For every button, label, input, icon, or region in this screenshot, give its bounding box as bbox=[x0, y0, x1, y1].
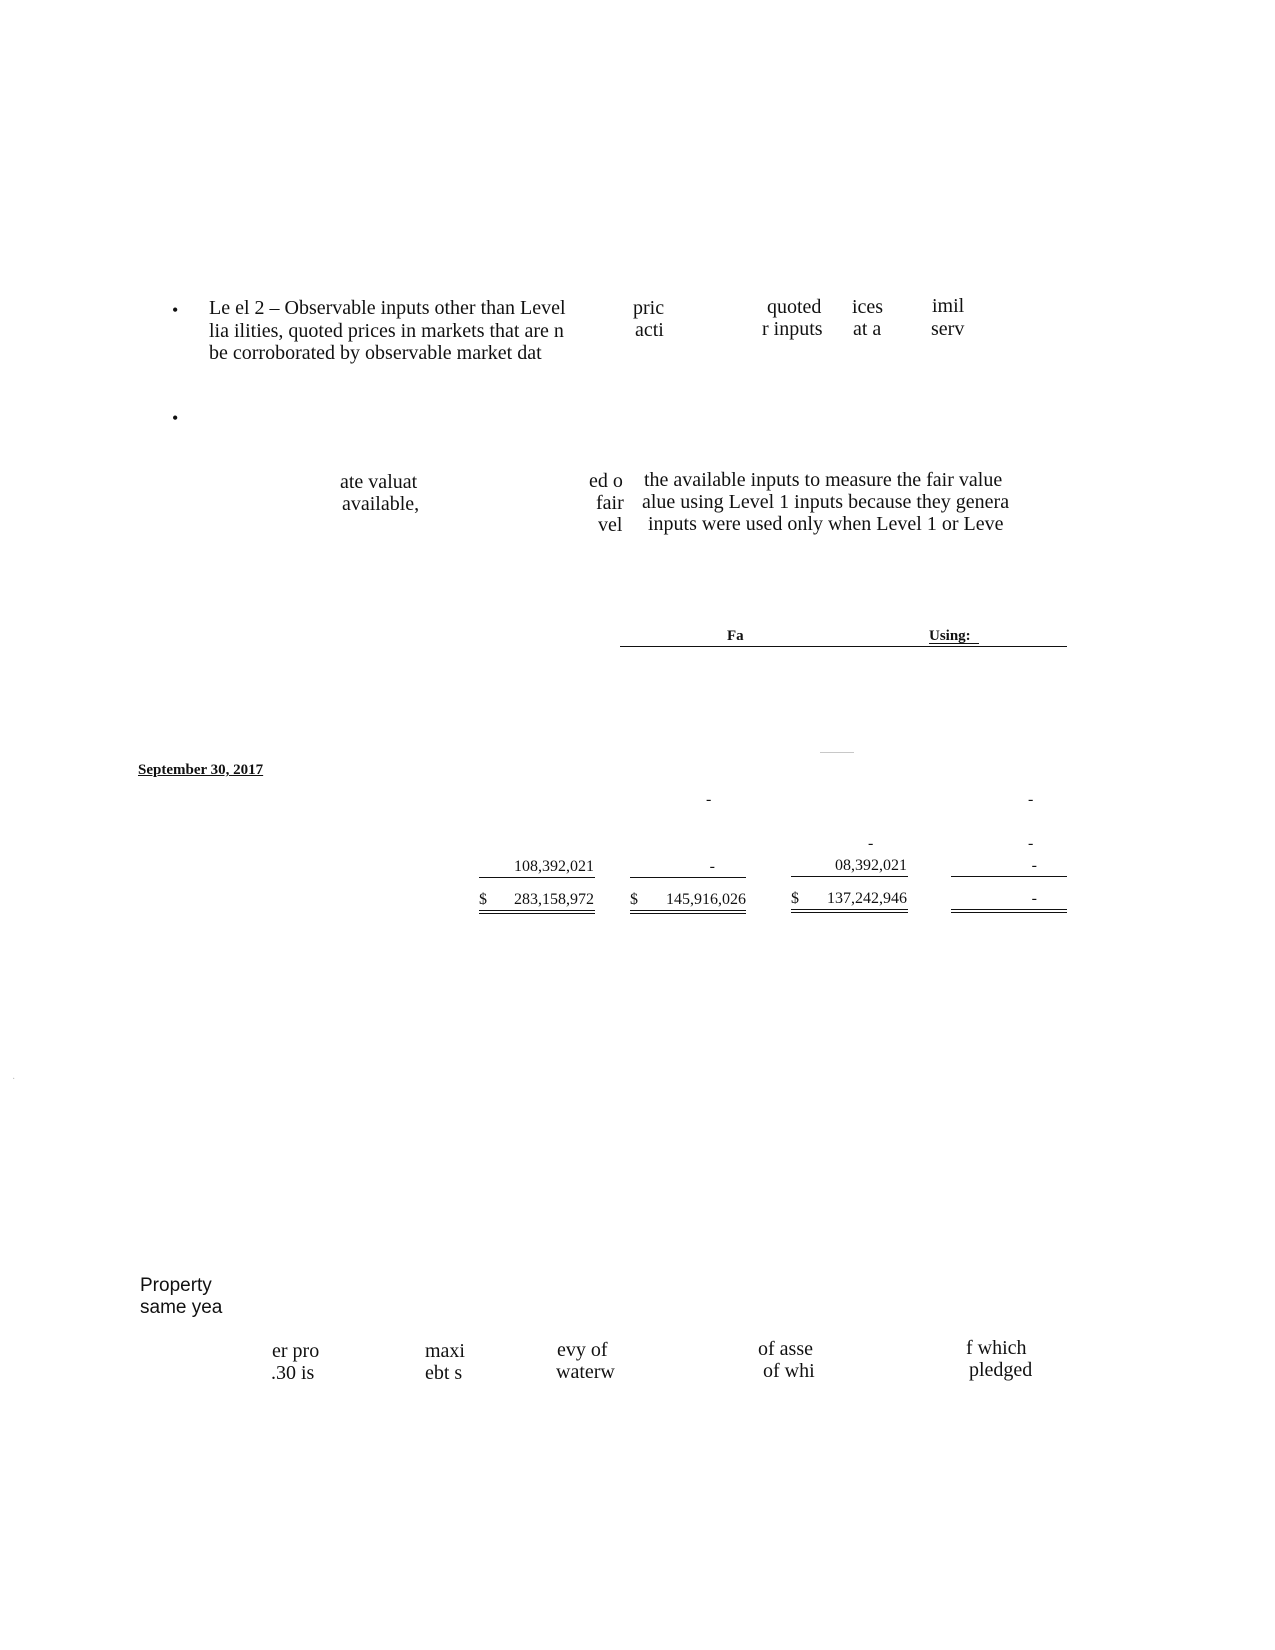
bullet-1-line-2-text: lia ilities, quoted prices in markets that are n bbox=[209, 320, 564, 342]
total-col-4-value: - bbox=[1031, 890, 1037, 907]
table-cell-dash: - bbox=[1028, 791, 1034, 808]
table-header-underline bbox=[929, 643, 979, 644]
footer-col-4-line-2: of whi bbox=[763, 1360, 815, 1382]
total-double-rule-col-4-a bbox=[951, 909, 1067, 910]
total-double-rule-col-3-b bbox=[791, 912, 908, 913]
footer-col-5-line-2: pledged bbox=[969, 1359, 1033, 1381]
bullet-1-line-2-frag-b: r inputs bbox=[762, 318, 823, 340]
subtotal-rule-col-3 bbox=[791, 876, 908, 877]
bullet-1-line-2-frag-c: at a bbox=[853, 318, 882, 340]
total-double-rule-col-3-a bbox=[791, 909, 908, 910]
table-header-fair-value: Fa bbox=[727, 628, 744, 644]
bullet-1-line-1-text: Le el 2 – Observable inputs other than Level bbox=[209, 297, 566, 319]
total-col-2-value: 145,916,026 bbox=[666, 891, 746, 908]
footer-col-2-line-2: ebt s bbox=[425, 1362, 463, 1384]
table-cell-dash: - bbox=[1028, 835, 1034, 852]
footer-col-2-line-1: maxi bbox=[425, 1340, 465, 1362]
faint-scan-mark bbox=[820, 752, 854, 753]
total-double-rule-col-4-b bbox=[951, 912, 1067, 913]
paragraph-middle-line-1: ed o bbox=[589, 470, 623, 492]
subtotal-col-1: 108,392,021 bbox=[514, 858, 594, 875]
paragraph-middle-line-2: fair bbox=[596, 492, 624, 514]
bullet-1-line-1-frag-d: imil bbox=[932, 295, 965, 317]
total-col-1-value: 283,158,972 bbox=[514, 891, 594, 908]
total-double-rule-col-1-b bbox=[479, 913, 595, 914]
subtotal-col-2: - bbox=[709, 858, 715, 875]
total-col-3-value: 137,242,946 bbox=[827, 890, 907, 907]
total-col-3-currency: $ bbox=[791, 890, 799, 907]
footer-col-3-line-2: waterw bbox=[556, 1361, 615, 1383]
footer-property-line-2: same yea bbox=[140, 1297, 223, 1318]
subtotal-rule-col-4 bbox=[951, 876, 1067, 877]
subtotal-rule-col-1 bbox=[479, 877, 595, 878]
footer-col-1-line-2: .30 is bbox=[271, 1362, 315, 1384]
bullet-1-line-1-frag-c: ices bbox=[852, 296, 884, 318]
total-double-rule-col-1-a bbox=[479, 910, 595, 911]
paragraph-right-line-1: the available inputs to measure the fair value bbox=[644, 469, 1003, 491]
subtotal-rule-col-2 bbox=[630, 877, 746, 878]
table-header-using: Using: bbox=[929, 628, 971, 644]
footer-col-3-line-1: evy of bbox=[557, 1339, 608, 1361]
bullet-marker: • bbox=[172, 408, 179, 428]
total-double-rule-col-2-a bbox=[630, 910, 746, 911]
paragraph-right-line-3: inputs were used only when Level 1 or Leve bbox=[648, 513, 1004, 535]
paragraph-left-line-1: ate valuat bbox=[340, 471, 418, 493]
table-cell-dash: - bbox=[868, 835, 874, 852]
total-col-1-currency: $ bbox=[479, 891, 487, 908]
bullet-1-line-1-frag-b: quoted bbox=[767, 296, 822, 318]
total-col-2-currency: $ bbox=[630, 891, 638, 908]
paragraph-middle-line-3: vel bbox=[598, 514, 623, 536]
bullet-marker: • bbox=[172, 300, 179, 320]
scan-speck: · bbox=[12, 1074, 16, 1085]
table-cell-dash: - bbox=[706, 791, 712, 808]
subtotal-col-4: - bbox=[1031, 857, 1037, 874]
footer-col-1-line-1: er pro bbox=[272, 1340, 320, 1362]
subtotal-col-3: 08,392,021 bbox=[835, 857, 907, 874]
footer-col-4-line-1: of asse bbox=[758, 1338, 813, 1360]
bullet-1-line-2-frag-a: acti bbox=[635, 319, 664, 341]
paragraph-right-line-2: alue using Level 1 inputs because they genera bbox=[642, 491, 1010, 513]
footer-property-line-1: Property bbox=[140, 1275, 212, 1296]
paragraph-left-line-2: available, bbox=[342, 493, 420, 515]
period-label: September 30, 2017 bbox=[138, 762, 264, 778]
footer-col-5-line-1: f which bbox=[966, 1337, 1027, 1359]
bullet-1-line-1-frag-a: pric bbox=[633, 297, 665, 319]
bullet-1-line-2-frag-d: serv bbox=[931, 318, 965, 340]
total-double-rule-col-2-b bbox=[630, 913, 746, 914]
bullet-1-line-3-text: be corroborated by observable market dat bbox=[209, 342, 542, 364]
table-header-rule bbox=[620, 646, 1067, 647]
